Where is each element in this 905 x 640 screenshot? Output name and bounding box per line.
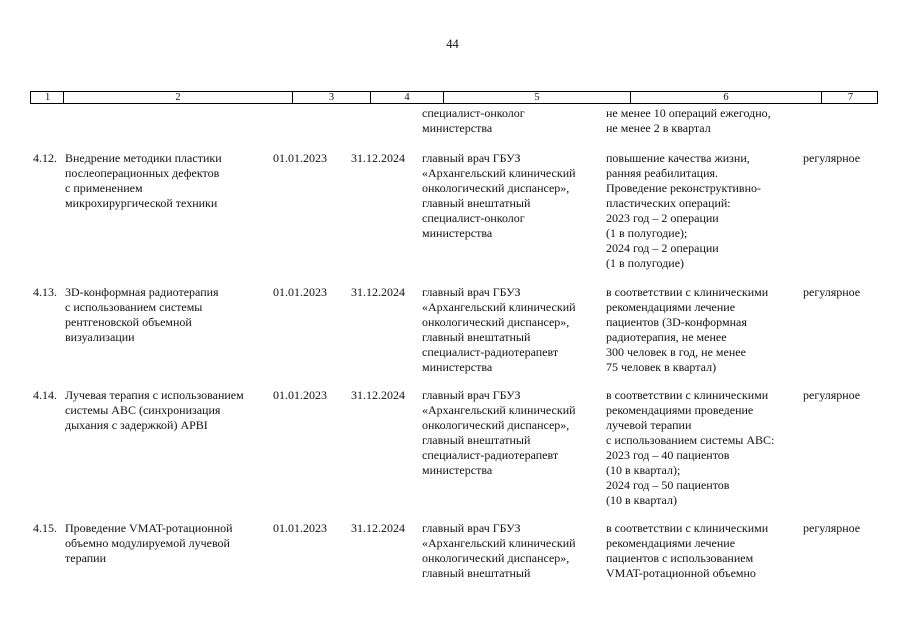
header-col-5: 5 — [444, 92, 631, 103]
row-number: 4.15. — [33, 521, 57, 535]
row-name: Лучевая терапия с использованием системы ABC (синхронизация дыхания с задержкой) АРВI — [65, 388, 244, 432]
row-result: повышение качества жизни, ранняя реабилитация. Проведение реконструктивно- пластических операций: 2023 год – 2 операции (1 в полугодие); 2024 год – 2 операции (1 в полугодие) — [606, 151, 761, 270]
row-start-date: 01.01.2023 — [273, 285, 327, 299]
row-start-date: 01.01.2023 — [273, 388, 327, 402]
row-number: 4.14. — [33, 388, 57, 402]
row-end-date: 31.12.2024 — [351, 388, 405, 402]
header-col-7: 7 — [847, 92, 854, 103]
header-col-2: 2 — [64, 92, 293, 103]
row-number: 4.12. — [33, 151, 57, 165]
row-responsible: главный врач ГБУЗ «Архангельский клинический онкологический диспансер», главный внештатный — [422, 521, 576, 580]
row-result: в соответствии с клиническими рекомендациями лечение пациентов с использованием VMAT-ротационной объемно — [606, 521, 769, 580]
row-start-date: 01.01.2023 — [273, 151, 327, 165]
row-name: Проведение VMAT-ротационной объемно модулируемой лучевой терапии — [65, 521, 233, 565]
row-kind: регулярное — [803, 285, 861, 299]
row-kind: регулярное — [803, 521, 861, 535]
header-col-3: 3 — [293, 92, 371, 103]
header-col-6: 6 — [631, 92, 822, 103]
row-kind: регулярное — [803, 151, 861, 165]
continuation-result: не менее 10 операций ежегодно, не менее 2 в квартал — [606, 106, 771, 135]
row-result: в соответствии с клиническими рекомендациями проведение лучевой терапии с использованием системы ABC: 2023 год – 40 пациентов (10 в квартал); 2024 год – 50 пациентов (10 в квартал) — [606, 388, 775, 507]
row-end-date: 31.12.2024 — [351, 285, 405, 299]
table-header-row — [30, 91, 878, 104]
row-responsible: главный врач ГБУЗ «Архангельский клинический онкологический диспансер», главный внештатный специалист-онколог министерства — [422, 151, 576, 240]
row-result: в соответствии с клиническими рекомендациями лечение пациентов (3D-конформная радиотерапия, не менее 300 человек в год, не менее 75 человек в квартал) — [606, 285, 769, 374]
page-number: 44 — [446, 37, 459, 51]
row-end-date: 31.12.2024 — [351, 521, 405, 535]
row-responsible: главный врач ГБУЗ «Архангельский клинический онкологический диспансер», главный внештатный специалист-радиотерапевт министерства — [422, 285, 576, 374]
row-kind: регулярное — [803, 388, 861, 402]
row-responsible: главный врач ГБУЗ «Архангельский клинический онкологический диспансер», главный внештатный специалист-радиотерапевт министерства — [422, 388, 576, 477]
row-start-date: 01.01.2023 — [273, 521, 327, 535]
row-name: Внедрение методики пластики послеоперационных дефектов с применением микрохирургической техники — [65, 151, 222, 210]
row-number: 4.13. — [33, 285, 57, 299]
continuation-responsible: специалист-онколог министерства — [422, 106, 525, 135]
header-col-4: 4 — [371, 92, 444, 103]
header-col-1: 1 — [31, 92, 64, 103]
row-end-date: 31.12.2024 — [351, 151, 405, 165]
row-name: 3D-конформная радиотерапия с использованием системы рентгеновской объемной визуализации — [65, 285, 219, 344]
